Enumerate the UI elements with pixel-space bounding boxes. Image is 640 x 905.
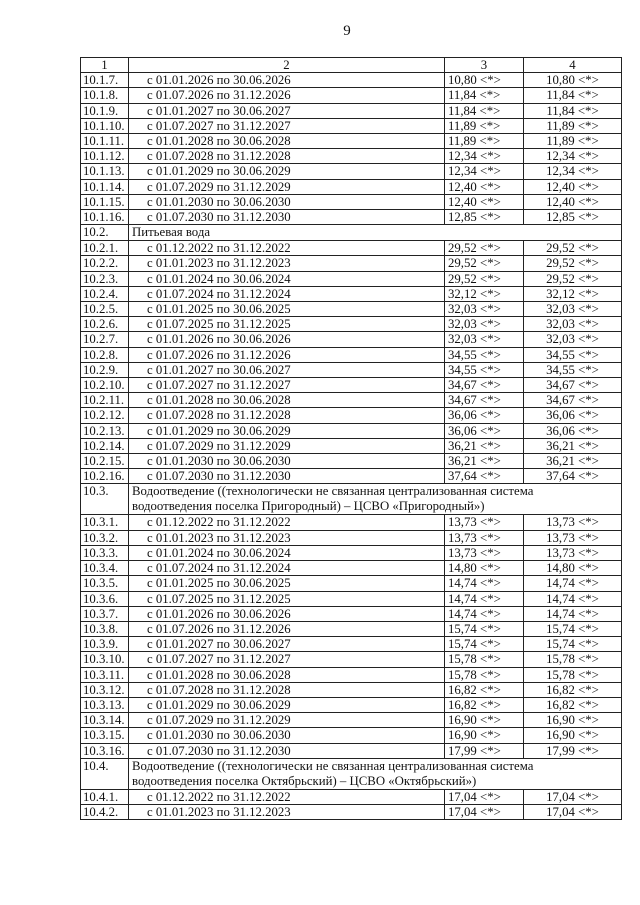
value-cell-col3: 36,06 <*>: [445, 423, 524, 438]
value-cell-col3: 15,78 <*>: [445, 652, 524, 667]
period-cell: с 01.07.2028 по 31.12.2028: [129, 149, 445, 164]
column-header-1: 1: [81, 58, 129, 73]
table-row: [81, 438, 622, 453]
value-cell-col4: 34,55 <*>: [524, 362, 622, 377]
item-number: 10.3.3.: [81, 545, 129, 560]
period-cell: с 01.01.2023 по 31.12.2023: [129, 804, 445, 819]
value-cell-col4: 36,06 <*>: [524, 423, 622, 438]
period-cell: с 01.07.2026 по 31.12.2026: [129, 621, 445, 636]
period-cell: с 01.01.2028 по 30.06.2028: [129, 667, 445, 682]
item-number: 10.3.15.: [81, 728, 129, 743]
value-cell-col3: 29,52 <*>: [445, 241, 524, 256]
period-cell: с 01.01.2029 по 30.06.2029: [129, 423, 445, 438]
table-row: [81, 789, 622, 804]
item-number: 10.3.9.: [81, 637, 129, 652]
value-cell-col4: 16,82 <*>: [524, 682, 622, 697]
table-row: [81, 804, 622, 819]
value-cell-col3: 10,80 <*>: [445, 73, 524, 88]
table-row: [81, 393, 622, 408]
period-cell: с 01.12.2022 по 31.12.2022: [129, 789, 445, 804]
section-title: Водоотведение ((технологически не связанная централизованная система водоотведения поселка Октябрьский) – ЦСВО «Октябрьский»): [129, 758, 622, 789]
period-cell: с 01.12.2022 по 31.12.2022: [129, 241, 445, 256]
value-cell-col3: 11,89 <*>: [445, 118, 524, 133]
item-number: 10.2.3.: [81, 271, 129, 286]
table-row: [81, 179, 622, 194]
value-cell-col4: 12,34 <*>: [524, 164, 622, 179]
section-number: 10.4.: [81, 758, 129, 789]
item-number: 10.3.10.: [81, 652, 129, 667]
period-cell: с 01.01.2026 по 30.06.2026: [129, 606, 445, 621]
item-number: 10.2.12.: [81, 408, 129, 423]
value-cell-col4: 29,52 <*>: [524, 271, 622, 286]
table-row: [81, 134, 622, 149]
period-cell: с 01.01.2030 по 30.06.2030: [129, 454, 445, 469]
value-cell-col3: 32,12 <*>: [445, 286, 524, 301]
period-cell: с 01.07.2027 по 31.12.2027: [129, 378, 445, 393]
item-number: 10.3.11.: [81, 667, 129, 682]
value-cell-col3: 29,52 <*>: [445, 271, 524, 286]
value-cell-col3: 12,40 <*>: [445, 194, 524, 209]
value-cell-col4: 36,21 <*>: [524, 454, 622, 469]
item-number: 10.1.16.: [81, 210, 129, 225]
table-row: [81, 164, 622, 179]
item-number: 10.2.13.: [81, 423, 129, 438]
value-cell-col3: 16,82 <*>: [445, 682, 524, 697]
value-cell-col4: 34,67 <*>: [524, 378, 622, 393]
value-cell-col4: 12,40 <*>: [524, 194, 622, 209]
period-cell: с 01.01.2026 по 30.06.2026: [129, 73, 445, 88]
table-row: [81, 88, 622, 103]
item-number: 10.1.8.: [81, 88, 129, 103]
period-cell: с 01.01.2030 по 30.06.2030: [129, 728, 445, 743]
table-row: [81, 362, 622, 377]
table-row: [81, 347, 622, 362]
item-number: 10.1.9.: [81, 103, 129, 118]
period-cell: с 01.07.2030 по 31.12.2030: [129, 743, 445, 758]
period-cell: с 01.01.2028 по 30.06.2028: [129, 393, 445, 408]
table-row: [81, 332, 622, 347]
value-cell-col4: 15,74 <*>: [524, 621, 622, 636]
section-title: Питьевая вода: [129, 225, 622, 241]
value-cell-col3: 36,21 <*>: [445, 454, 524, 469]
value-cell-col3: 13,73 <*>: [445, 515, 524, 530]
period-cell: с 01.07.2028 по 31.12.2028: [129, 682, 445, 697]
value-cell-col3: 36,06 <*>: [445, 408, 524, 423]
value-cell-col3: 12,34 <*>: [445, 149, 524, 164]
section-row: [81, 225, 622, 241]
item-number: 10.1.15.: [81, 194, 129, 209]
table-row: [81, 591, 622, 606]
value-cell-col4: 11,89 <*>: [524, 134, 622, 149]
item-number: 10.2.5.: [81, 302, 129, 317]
table-row: [81, 682, 622, 697]
table-row: [81, 454, 622, 469]
item-number: 10.3.16.: [81, 743, 129, 758]
value-cell-col3: 11,84 <*>: [445, 103, 524, 118]
item-number: 10.2.2.: [81, 256, 129, 271]
table-row: [81, 317, 622, 332]
period-cell: с 01.01.2023 по 31.12.2023: [129, 256, 445, 271]
period-cell: с 01.07.2025 по 31.12.2025: [129, 591, 445, 606]
value-cell-col3: 36,21 <*>: [445, 438, 524, 453]
period-cell: с 01.01.2029 по 30.06.2029: [129, 164, 445, 179]
section-row: [81, 484, 622, 515]
header-row: [81, 58, 622, 73]
table-row: [81, 271, 622, 286]
period-cell: с 01.01.2028 по 30.06.2028: [129, 134, 445, 149]
item-number: 10.2.15.: [81, 454, 129, 469]
value-cell-col4: 16,90 <*>: [524, 728, 622, 743]
value-cell-col3: 13,73 <*>: [445, 545, 524, 560]
value-cell-col3: 12,85 <*>: [445, 210, 524, 225]
value-cell-col4: 32,03 <*>: [524, 317, 622, 332]
item-number: 10.2.11.: [81, 393, 129, 408]
value-cell-col4: 15,78 <*>: [524, 667, 622, 682]
table-row: [81, 743, 622, 758]
value-cell-col3: 13,73 <*>: [445, 530, 524, 545]
value-cell-col3: 15,74 <*>: [445, 637, 524, 652]
item-number: 10.4.1.: [81, 789, 129, 804]
tariff-table: [80, 57, 622, 820]
value-cell-col4: 13,73 <*>: [524, 530, 622, 545]
value-cell-col3: 16,82 <*>: [445, 697, 524, 712]
value-cell-col4: 34,55 <*>: [524, 347, 622, 362]
period-cell: с 01.01.2027 по 30.06.2027: [129, 103, 445, 118]
value-cell-col3: 14,74 <*>: [445, 606, 524, 621]
value-cell-col4: 17,04 <*>: [524, 804, 622, 819]
table-row: [81, 637, 622, 652]
table-row: [81, 576, 622, 591]
period-cell: с 01.01.2027 по 30.06.2027: [129, 637, 445, 652]
value-cell-col3: 11,89 <*>: [445, 134, 524, 149]
value-cell-col3: 32,03 <*>: [445, 332, 524, 347]
item-number: 10.1.7.: [81, 73, 129, 88]
item-number: 10.1.12.: [81, 149, 129, 164]
page-number: 9: [343, 23, 351, 39]
item-number: 10.2.14.: [81, 438, 129, 453]
table-row: [81, 606, 622, 621]
table-row: [81, 667, 622, 682]
value-cell-col4: 17,04 <*>: [524, 789, 622, 804]
period-cell: с 01.07.2026 по 31.12.2026: [129, 88, 445, 103]
value-cell-col3: 14,74 <*>: [445, 576, 524, 591]
value-cell-col3: 32,03 <*>: [445, 317, 524, 332]
period-cell: с 01.07.2025 по 31.12.2025: [129, 317, 445, 332]
period-cell: с 01.07.2030 по 31.12.2030: [129, 210, 445, 225]
section-title: Водоотведение ((технологически не связанная централизованная система водоотведения поселка Пригородный) – ЦСВО «Пригородный»): [129, 484, 622, 515]
period-cell: с 01.07.2029 по 31.12.2029: [129, 438, 445, 453]
table-row: [81, 149, 622, 164]
value-cell-col4: 16,82 <*>: [524, 697, 622, 712]
value-cell-col4: 10,80 <*>: [524, 73, 622, 88]
value-cell-col4: 11,89 <*>: [524, 118, 622, 133]
value-cell-col3: 16,90 <*>: [445, 728, 524, 743]
table-row: [81, 621, 622, 636]
item-number: 10.1.14.: [81, 179, 129, 194]
value-cell-col4: 36,21 <*>: [524, 438, 622, 453]
value-cell-col4: 34,67 <*>: [524, 393, 622, 408]
value-cell-col4: 11,84 <*>: [524, 88, 622, 103]
table-row: [81, 302, 622, 317]
value-cell-col3: 15,78 <*>: [445, 667, 524, 682]
table-row: [81, 469, 622, 484]
item-number: 10.3.4.: [81, 561, 129, 576]
period-cell: с 01.01.2025 по 30.06.2025: [129, 302, 445, 317]
item-number: 10.1.10.: [81, 118, 129, 133]
value-cell-col4: 29,52 <*>: [524, 241, 622, 256]
table-row: [81, 118, 622, 133]
table-row: [81, 378, 622, 393]
value-cell-col4: 15,74 <*>: [524, 637, 622, 652]
table-row: [81, 697, 622, 712]
period-cell: с 01.01.2029 по 30.06.2029: [129, 697, 445, 712]
value-cell-col3: 34,55 <*>: [445, 347, 524, 362]
value-cell-col3: 12,34 <*>: [445, 164, 524, 179]
table-row: [81, 652, 622, 667]
period-cell: с 01.07.2030 по 31.12.2030: [129, 469, 445, 484]
item-number: 10.3.14.: [81, 713, 129, 728]
period-cell: с 01.01.2030 по 30.06.2030: [129, 194, 445, 209]
table-row: [81, 408, 622, 423]
table-row: [81, 73, 622, 88]
value-cell-col3: 32,03 <*>: [445, 302, 524, 317]
value-cell-col4: 17,99 <*>: [524, 743, 622, 758]
period-cell: с 01.07.2028 по 31.12.2028: [129, 408, 445, 423]
period-cell: с 01.01.2024 по 30.06.2024: [129, 545, 445, 560]
value-cell-col3: 14,80 <*>: [445, 561, 524, 576]
value-cell-col4: 13,73 <*>: [524, 545, 622, 560]
period-cell: с 01.07.2029 по 31.12.2029: [129, 713, 445, 728]
value-cell-col4: 36,06 <*>: [524, 408, 622, 423]
column-header-3: 3: [445, 58, 524, 73]
table-row: [81, 286, 622, 301]
period-cell: с 01.07.2027 по 31.12.2027: [129, 652, 445, 667]
value-cell-col4: 14,74 <*>: [524, 606, 622, 621]
item-number: 10.3.12.: [81, 682, 129, 697]
column-header-2: 2: [129, 58, 445, 73]
value-cell-col3: 12,40 <*>: [445, 179, 524, 194]
item-number: 10.3.13.: [81, 697, 129, 712]
item-number: 10.2.7.: [81, 332, 129, 347]
value-cell-col4: 14,80 <*>: [524, 561, 622, 576]
table-row: [81, 103, 622, 118]
value-cell-col4: 11,84 <*>: [524, 103, 622, 118]
table-row: [81, 194, 622, 209]
value-cell-col3: 34,67 <*>: [445, 378, 524, 393]
table-row: [81, 423, 622, 438]
value-cell-col3: 34,67 <*>: [445, 393, 524, 408]
value-cell-col4: 12,34 <*>: [524, 149, 622, 164]
section-row: [81, 758, 622, 789]
value-cell-col4: 15,78 <*>: [524, 652, 622, 667]
table-row: [81, 728, 622, 743]
item-number: 10.2.6.: [81, 317, 129, 332]
item-number: 10.2.10.: [81, 378, 129, 393]
table-row: [81, 241, 622, 256]
period-cell: с 01.07.2026 по 31.12.2026: [129, 347, 445, 362]
tariff-table-body: [81, 58, 622, 820]
value-cell-col4: 32,03 <*>: [524, 302, 622, 317]
item-number: 10.1.11.: [81, 134, 129, 149]
period-cell: с 01.07.2027 по 31.12.2027: [129, 118, 445, 133]
table-row: [81, 545, 622, 560]
value-cell-col3: 17,99 <*>: [445, 743, 524, 758]
value-cell-col4: 37,64 <*>: [524, 469, 622, 484]
table-row: [81, 210, 622, 225]
value-cell-col3: 16,90 <*>: [445, 713, 524, 728]
value-cell-col3: 14,74 <*>: [445, 591, 524, 606]
value-cell-col4: 29,52 <*>: [524, 256, 622, 271]
section-number: 10.3.: [81, 484, 129, 515]
value-cell-col4: 13,73 <*>: [524, 515, 622, 530]
table-row: [81, 561, 622, 576]
value-cell-col4: 14,74 <*>: [524, 576, 622, 591]
table-row: [81, 713, 622, 728]
item-number: 10.2.1.: [81, 241, 129, 256]
period-cell: с 01.01.2024 по 30.06.2024: [129, 271, 445, 286]
value-cell-col4: 16,90 <*>: [524, 713, 622, 728]
item-number: 10.2.4.: [81, 286, 129, 301]
value-cell-col4: 32,12 <*>: [524, 286, 622, 301]
value-cell-col3: 29,52 <*>: [445, 256, 524, 271]
item-number: 10.2.16.: [81, 469, 129, 484]
item-number: 10.2.8.: [81, 347, 129, 362]
period-cell: с 01.07.2024 по 31.12.2024: [129, 286, 445, 301]
section-number: 10.2.: [81, 225, 129, 241]
period-cell: с 01.07.2024 по 31.12.2024: [129, 561, 445, 576]
item-number: 10.1.13.: [81, 164, 129, 179]
value-cell-col4: 32,03 <*>: [524, 332, 622, 347]
item-number: 10.3.5.: [81, 576, 129, 591]
table-row: [81, 515, 622, 530]
period-cell: с 01.12.2022 по 31.12.2022: [129, 515, 445, 530]
item-number: 10.2.9.: [81, 362, 129, 377]
table-row: [81, 256, 622, 271]
value-cell-col4: 12,85 <*>: [524, 210, 622, 225]
item-number: 10.3.1.: [81, 515, 129, 530]
value-cell-col4: 14,74 <*>: [524, 591, 622, 606]
column-header-4: 4: [524, 58, 622, 73]
value-cell-col3: 34,55 <*>: [445, 362, 524, 377]
item-number: 10.3.6.: [81, 591, 129, 606]
value-cell-col3: 37,64 <*>: [445, 469, 524, 484]
item-number: 10.3.8.: [81, 621, 129, 636]
value-cell-col4: 12,40 <*>: [524, 179, 622, 194]
item-number: 10.3.2.: [81, 530, 129, 545]
item-number: 10.3.7.: [81, 606, 129, 621]
period-cell: с 01.07.2029 по 31.12.2029: [129, 179, 445, 194]
item-number: 10.4.2.: [81, 804, 129, 819]
period-cell: с 01.01.2026 по 30.06.2026: [129, 332, 445, 347]
value-cell-col3: 17,04 <*>: [445, 789, 524, 804]
table-row: [81, 530, 622, 545]
value-cell-col3: 11,84 <*>: [445, 88, 524, 103]
period-cell: с 01.01.2027 по 30.06.2027: [129, 362, 445, 377]
value-cell-col3: 15,74 <*>: [445, 621, 524, 636]
period-cell: с 01.01.2023 по 31.12.2023: [129, 530, 445, 545]
period-cell: с 01.01.2025 по 30.06.2025: [129, 576, 445, 591]
value-cell-col3: 17,04 <*>: [445, 804, 524, 819]
